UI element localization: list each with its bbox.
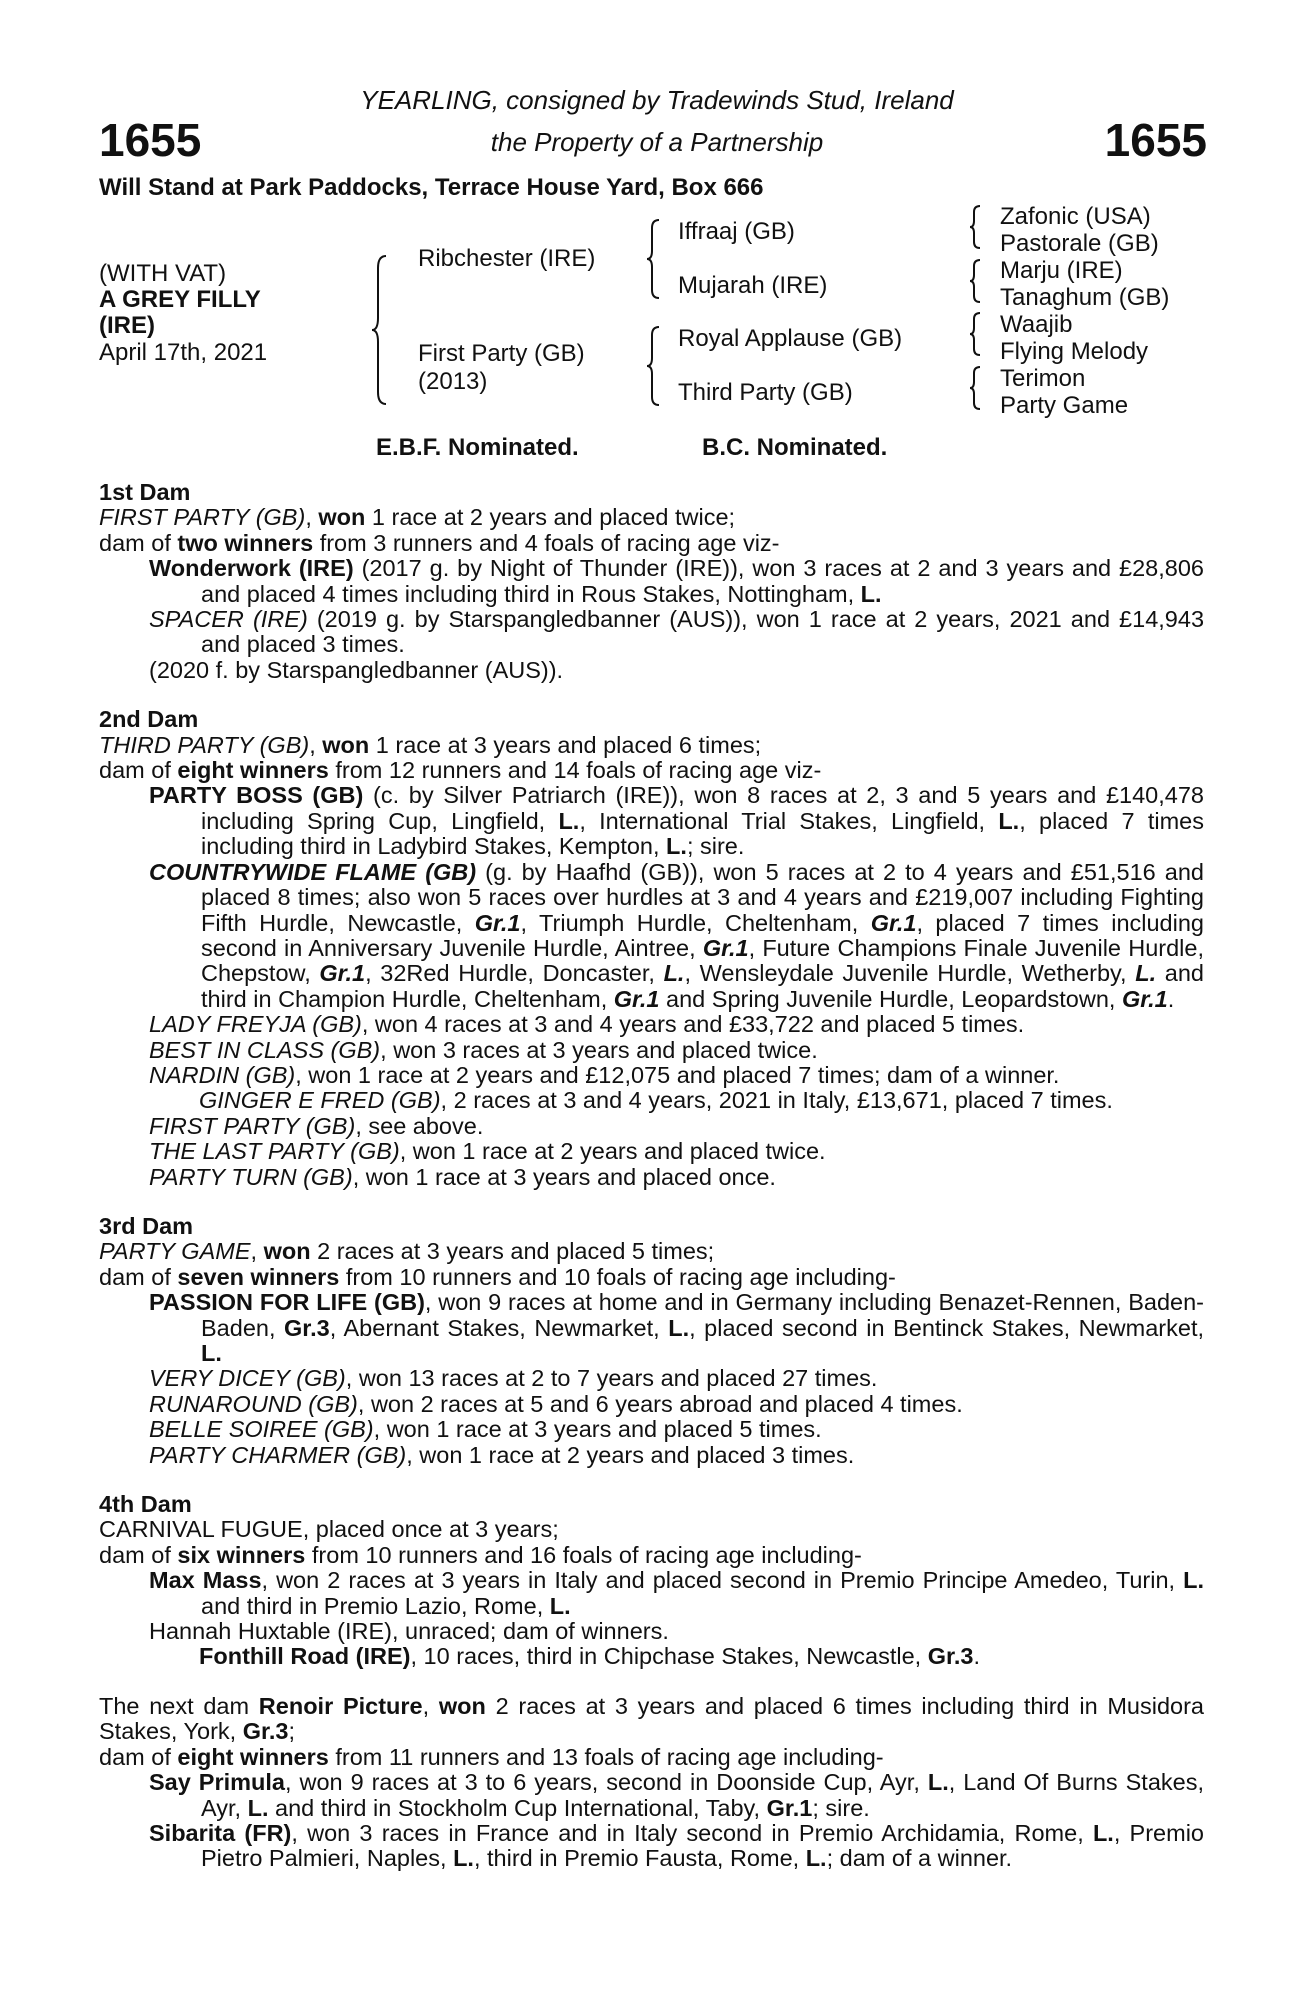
lot-number-right: 1655 [1104,114,1207,166]
list-item: PARTY TURN (GB), won 1 race at 3 years and placed once. [149,1163,776,1190]
next-dam-paragraph: The next dam Renoir Picture, won 2 races at 3 years and placed 6 times including third in Musidora Stakes, York, Gr.3; [99,1692,1205,1745]
dam: First Party (GB) [418,340,585,367]
bc-nomination: B.C. Nominated. [702,434,888,461]
ancestor-8: Party Game [1000,392,1129,419]
sire-dam: Mujarah (IRE) [678,272,828,299]
stand-location: Will Stand at Park Paddocks, Terrace House Yard, Box 666 [99,174,764,201]
third-dam-heading: 3rd Dam [99,1212,194,1239]
first-dam-line: FIRST PARTY (GB), won 1 race at 2 years and placed twice; [99,504,736,531]
pedigree-brace-5 [968,258,984,304]
list-item: GINGER E FRED (GB), 2 races at 3 and 4 years, 2021 in Italy, £13,671, placed 7 times. [199,1087,1113,1114]
list-item: RUNAROUND (GB), won 2 races at 5 and 6 years abroad and placed 4 times. [149,1390,963,1417]
list-item: COUNTRYWIDE FLAME (GB) (g. by Haafhd (GB)), won 5 races at 2 to 4 years and £51,516 and placed 8 times; also won 5 races over hurdles at 3 and 4 years and £219,007 including Fighting Fifth Hurdle, Newcastle, Gr.1, Triumph Hurdle, Cheltenham, Gr.1, placed 7 times including second in Anniversary Juvenile Hurdle, Aintree, Gr.1, Future Champions Finale Juvenile Hurdle, Chepstow, Gr.1, 32Red Hurdle, Doncaster, L., Wensleydale Juvenile Hurdle, Wetherby, L. and third in Champion Hurdle, Cheltenham, Gr.1 and Spring Juvenile Hurdle, Leopardstown, Gr.1. [149,858,1204,1012]
ancestor-7: Terimon [1000,365,1086,392]
list-item: BELLE SOIREE (GB), won 1 race at 3 years and placed 5 times. [149,1416,822,1443]
dam-dam: Third Party (GB) [678,379,853,406]
ancestor-2: Pastorale (GB) [1000,230,1159,257]
list-item: Say Primula, won 9 races at 3 to 6 years, second in Doonside Cup, Ayr, L., Land Of Burns Stakes, Ayr, L. and third in Stockholm Cup International, Taby, Gr.1; sire. [149,1769,1204,1821]
list-item: THE LAST PARTY (GB), won 1 race at 2 years and placed twice. [149,1138,826,1165]
list-item: Hannah Huxtable (IRE), unraced; dam of winners. [149,1618,669,1645]
catalogue-body [99,480,1204,1872]
second-dam-produce-line: dam of eight winners from 12 runners and 14 foals of racing age viz- [99,757,822,784]
list-item: FIRST PARTY (GB), see above. [149,1112,484,1139]
pedigree-brace-1 [370,254,390,406]
list-item: (2020 f. by Starspangledbanner (AUS)). [149,656,564,683]
list-item: BEST IN CLASS (GB), won 3 races at 3 years and placed twice. [149,1036,818,1063]
ebf-nomination: E.B.F. Nominated. [376,434,579,461]
second-dam-line: THIRD PARTY (GB), won 1 race at 3 years and placed 6 times; [99,731,762,758]
pedigree-brace-2 [645,218,663,300]
dam-sire: Royal Applause (GB) [678,325,903,352]
list-item: LADY FREYJA (GB), won 4 races at 3 and 4 years and £33,722 and placed 5 times. [149,1011,1025,1038]
pedigree-brace-3 [645,325,663,407]
fourth-dam-produce-line: dam of six winners from 10 runners and 16 foals of racing age including- [99,1541,862,1568]
vat-note: (WITH VAT) [99,260,227,287]
sire-sire: Iffraaj (GB) [678,218,795,245]
list-item: Max Mass, won 2 races at 3 years in Italy and placed second in Premio Principe Amedeo, Turin, L. and third in Premio Lazio, Rome, L. [149,1567,1204,1619]
ancestor-4: Tanaghum (GB) [1000,284,1170,311]
list-item: PARTY BOSS (GB) (c. by Silver Patriarch (IRE)), won 8 races at 2, 3 and 5 years and £140,478 including Spring Cup, Lingfield, L., International Trial Stakes, Lingfield, L., placed 7 times including third in Ladybird Stakes, Kempton, L.; sire. [149,782,1204,860]
list-item: Wonderwork (IRE) (2017 g. by Night of Thunder (IRE)), won 3 races at 2 and 3 years and £28,806 and placed 4 times including third in Rous Stakes, Nottingham, L. [149,555,1204,607]
next-dam-produce-line: dam of eight winners from 11 runners and 13 foals of racing age including- [99,1743,884,1770]
ancestor-6: Flying Melody [1000,338,1149,365]
third-dam-line: PARTY GAME, won 2 races at 3 years and placed 5 times; [99,1238,715,1265]
list-item: PARTY CHARMER (GB), won 1 race at 2 years and placed 3 times. [149,1441,855,1468]
fourth-dam-heading: 4th Dam [99,1491,192,1518]
property-line: the Property of a Partnership [490,127,824,157]
horse-name: A GREY FILLY [99,286,261,313]
foaling-date: April 17th, 2021 [99,339,268,366]
list-item: Sibarita (FR), won 3 races in France and in Italy second in Premio Archidamia, Rome, L., Premio Pietro Palmieri, Naples, L., third in Premio Fausta, Rome, L.; dam of a winner. [149,1819,1204,1872]
list-item: VERY DICEY (GB), won 13 races at 2 to 7 years and placed 27 times. [149,1365,878,1392]
second-dam-heading: 2nd Dam [99,706,199,733]
consignor-line: YEARLING, consigned by Tradewinds Stud, Ireland [360,85,954,115]
fourth-dam-line: CARNIVAL FUGUE, placed once at 3 years; [99,1516,559,1543]
ancestor-5: Waajib [1000,311,1073,338]
list-item: Fonthill Road (IRE), 10 races, third in Chipchase Stakes, Newcastle, Gr.3. [199,1643,980,1670]
dam-year: (2013) [418,368,488,395]
list-item: SPACER (IRE) (2019 g. by Starspangledbanner (AUS)), won 1 race at 2 years, 2021 and £14,943 and placed 3 times. [149,606,1205,658]
list-item: PASSION FOR LIFE (GB), won 9 races at home and in Germany including Benazet-Rennen, Baden-Baden, Gr.3, Abernant Stakes, Newmarket, L., placed second in Bentinck Stakes, Newmarket, L. [149,1289,1204,1366]
sire: Ribchester (IRE) [418,245,596,272]
third-dam-produce-line: dam of seven winners from 10 runners and 10 foals of racing age including- [99,1263,896,1290]
pedigree-brace-7 [968,365,984,411]
ancestor-3: Marju (IRE) [1000,257,1123,284]
lot-number-left: 1655 [99,114,202,166]
pedigree-brace-6 [968,311,984,357]
pedigree-brace-4 [968,204,984,250]
ancestor-1: Zafonic (USA) [1000,203,1151,230]
first-dam-produce-line: dam of two winners from 3 runners and 4 foals of racing age viz- [99,529,780,556]
list-item: NARDIN (GB), won 1 race at 2 years and £12,075 and placed 7 times; dam of a winner. [149,1061,1060,1088]
first-dam-heading: 1st Dam [99,479,191,505]
horse-country: (IRE) [99,312,155,339]
